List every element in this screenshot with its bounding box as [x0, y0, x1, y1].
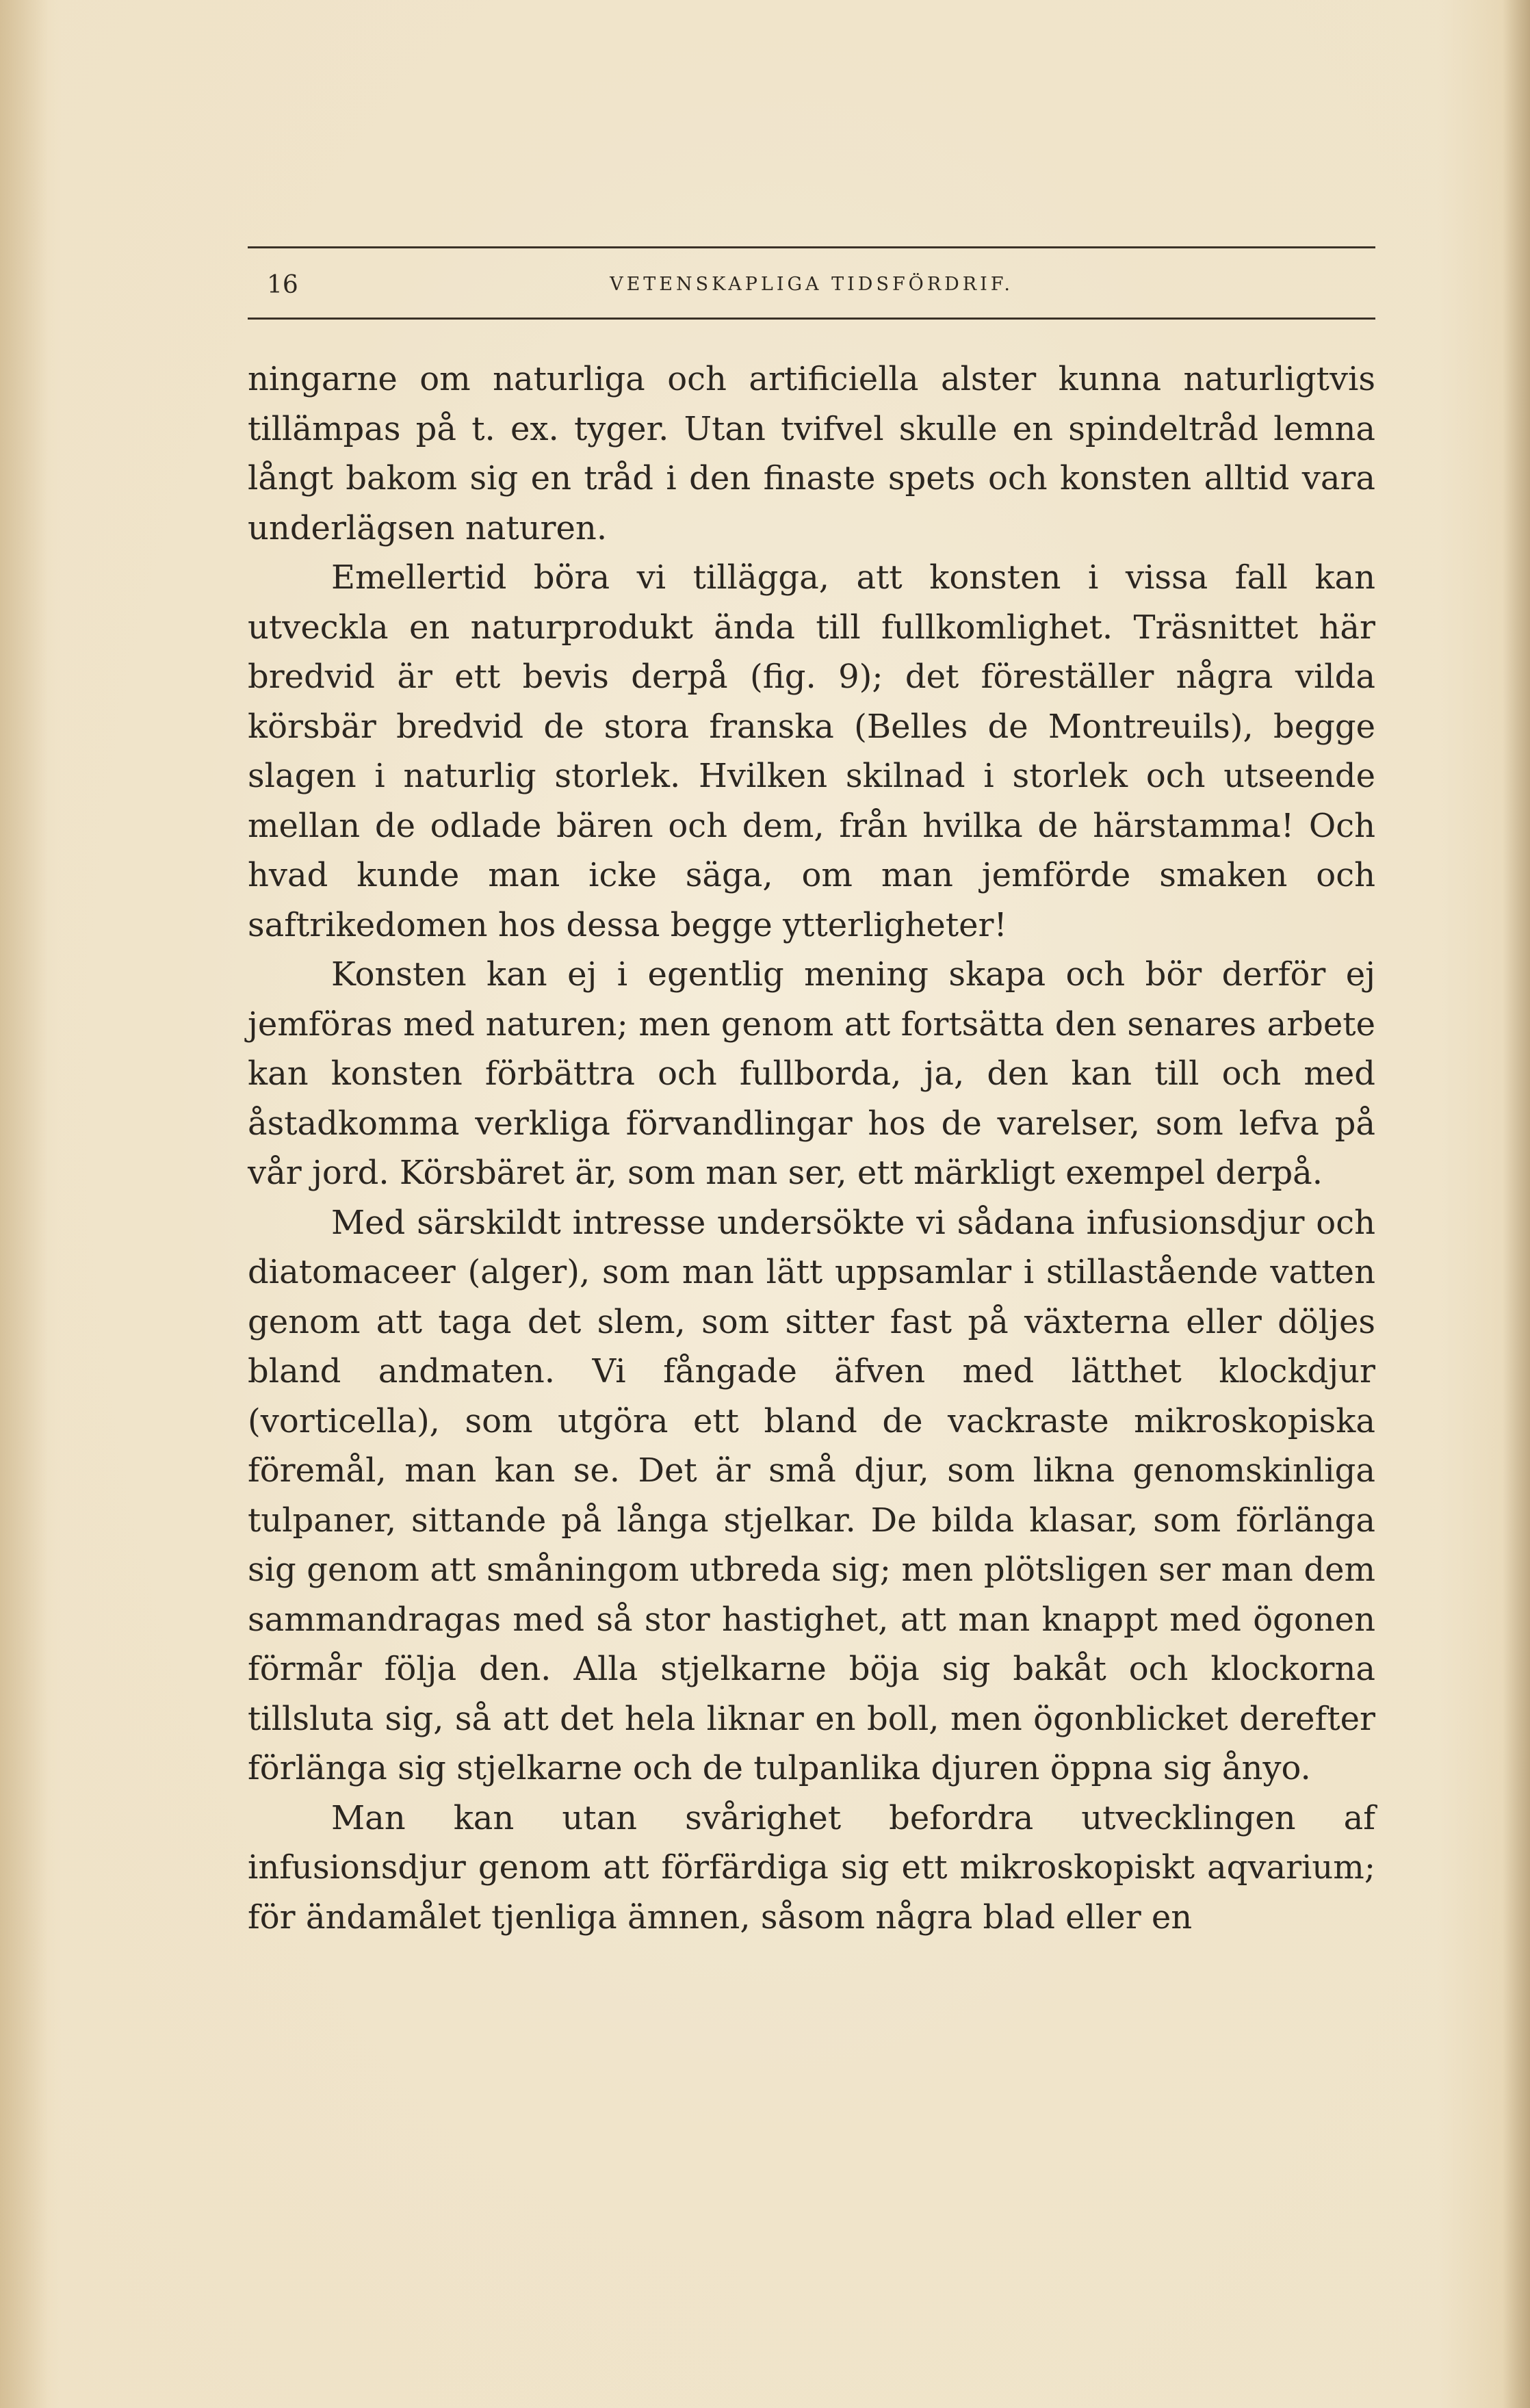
paragraph: Konsten kan ej i egentlig mening skapa och bör derför ej jemföras med naturen; men genom att fortsätta den senares arbete kan konsten förbättra och fullborda, ja, den kan till och med åstadkomma verkliga förvandlingar hos de varelser, som lefva på vår jord. Körsbäret är, som man ser, ett märkligt exempel derpå. — [248, 955, 1375, 1192]
page-edge-shadow-left — [0, 0, 48, 2408]
page-number: 16 — [267, 271, 298, 299]
body-text — [248, 354, 1375, 1942]
paragraph: Med särskildt intresse undersökte vi sådana infusionsdjur och diatomaceer (alger), som man lätt uppsamlar i stillastående vatten genom att taga det slem, som sitter fast på växterna eller döljes bland andmaten. Vi fångade äfven med lätthet klockdjur (vorticella), som utgöra ett bland de vackraste mikroskopiska föremål, man kan se. Det är små djur, som likna genomskinliga tulpaner, sittande på långa stjelkar. De bilda klasar, som förlänga sig genom att småningom utbreda sig; men plötsligen ser man dem sammandragas med så stor hastighet, att man knappt med ögonen förmår följa den. Alla stjelkarne böja sig bakåt och klockorna tillsluta sig, så att det hela liknar en boll, men ögonblicket derefter förlänga sig stjelkarne och de tulpanlika djuren öppna sig ånyo. — [248, 1203, 1375, 1787]
header-rule-top — [248, 246, 1375, 248]
page-edge-shadow-right — [1503, 0, 1530, 2408]
running-head — [248, 246, 1375, 324]
paragraph: Man kan utan svårighet befordra utvecklingen af infusionsdjur genom att förfärdiga sig ett mikroskopiskt aqvarium; för ändamålet tjenliga ämnen, såsom några blad eller en — [248, 1798, 1375, 1937]
paragraph: Emellertid böra vi tillägga, att konsten i vissa fall kan utveckla en naturprodukt ända till fullkomlighet. Träsnittet här bredvid är ett bevis derpå (fig. 9); det föreställer några vilda körsbär bredvid de stora franska (Belles de Montreuils), begge slagen i naturlig storlek. Hvilken skilnad i storlek och utseende mellan de odlade bären och dem, från hvilka de härstamma! Och hvad kunde man icke säga, om man jemförde smaken och saftrikedomen hos dessa begge ytterligheter! — [248, 558, 1375, 944]
paragraph-continued: ningarne om naturliga och artificiella alster kunna naturligtvis tillämpas på t. ex. tyger. Utan tvifvel skulle en spindeltråd lemna långt bakom sig en tråd i den finaste spets och konsten alltid vara underlägsen naturen. — [248, 360, 1375, 547]
journal-title: VETENSKAPLIGA TIDSFÖRDRIF. — [610, 274, 1013, 295]
header-rule-bottom — [248, 318, 1375, 320]
